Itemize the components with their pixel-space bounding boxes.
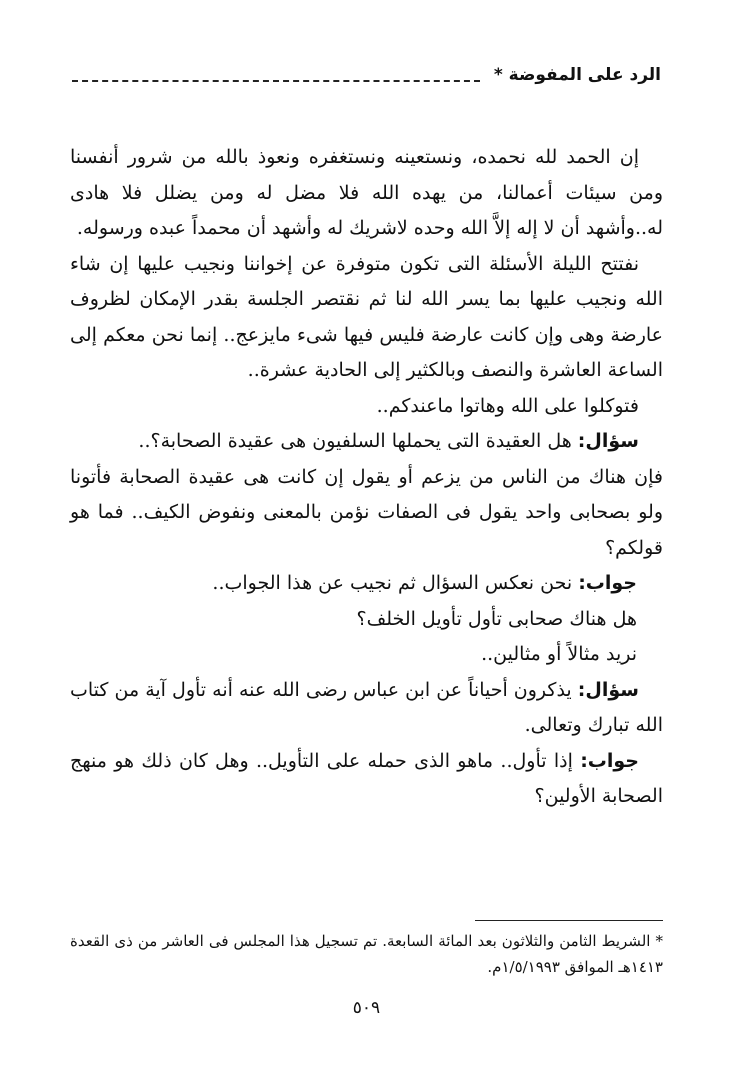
question-label: سؤال: — [577, 430, 639, 452]
answer-1-line-2: هل هناك صحابى تأول تأويل الخلف؟ — [356, 607, 637, 630]
answer-text: إذا تأول.. ماهو الذى حمله على التأويل.. وهل كان ذلك هو منهج الصحابة الأولين؟ — [70, 749, 663, 807]
running-header — [72, 58, 661, 92]
answer-1 — [70, 566, 663, 602]
answer-2 — [70, 744, 663, 815]
page-number: ٥٠٩ — [352, 998, 381, 1018]
header-dashed-rule — [72, 80, 480, 82]
question-text: يذكرون أحياناً عن ابن عباس رضى الله عنه أنه تأول آية من كتاب الله تبارك وتعالى. — [70, 678, 663, 736]
chapter-title: الرد على المفوضة * — [493, 65, 661, 85]
paragraph-intro: نفتتح الليلة الأسئلة التى تكون متوفرة عن إخواننا ونجيب عليها إن شاء الله ونجيب عليها بما يسر الله لنا ثم نقتصر الجلسة بقدر الإمكان لظروف عارضة وهى وإن كانت عارضة فليس فيها شىء مايزعج.. إنما نحن معكم إلى الساعة العاشرة والنصف وبالكثير إلى الحادية عشرة.. — [70, 252, 663, 381]
answer-label: جواب: — [578, 572, 637, 594]
paragraph-opening: إن الحمد لله نحمده، ونستعينه ونستغفره ونعوذ بالله من شرور أنفسنا ومن سيئات أعمالنا، من يهده الله فلا مضل له ومن يضلل فلا هادى له..وأشهد أن لا إله إلاَّ الله وحده لاشريك له وأشهد أن محمداً عبده ورسوله. — [70, 146, 663, 239]
paragraph-invite: فتوكلوا على الله وهاتوا ماعندكم.. — [376, 394, 639, 417]
footnote: * الشريط الثامن والثلاثون بعد المائة السابعة. تم تسجيل هذا المجلس فى العاشر من ذى القعدة ١٤١٣هـ الموافق ١/٥/١٩٩٣م. — [70, 932, 663, 976]
question-1 — [70, 424, 663, 460]
question-1-continuation: فإن هناك من الناس من يزعم أو يقول إن كانت هى عقيدة الصحابة فأتونا ولو بصحابى واحد يقول فى الصفات نؤمن بالمعنى ونفوض الكيف.. فما هو قولكم؟ — [70, 465, 663, 559]
footnote-separator — [475, 920, 663, 921]
answer-label: جواب: — [580, 749, 639, 772]
answer-1-line-3: نريد مثالاً أو مثالين.. — [481, 643, 637, 665]
answer-text: نحن نعكس السؤال ثم نجيب عن هذا الجواب.. — [212, 572, 573, 594]
question-2 — [70, 673, 663, 744]
question-label: سؤال: — [577, 678, 639, 701]
main-text — [70, 140, 663, 815]
question-text: هل العقيدة التى يحملها السلفيون هى عقيدة الصحابة؟.. — [138, 430, 572, 452]
